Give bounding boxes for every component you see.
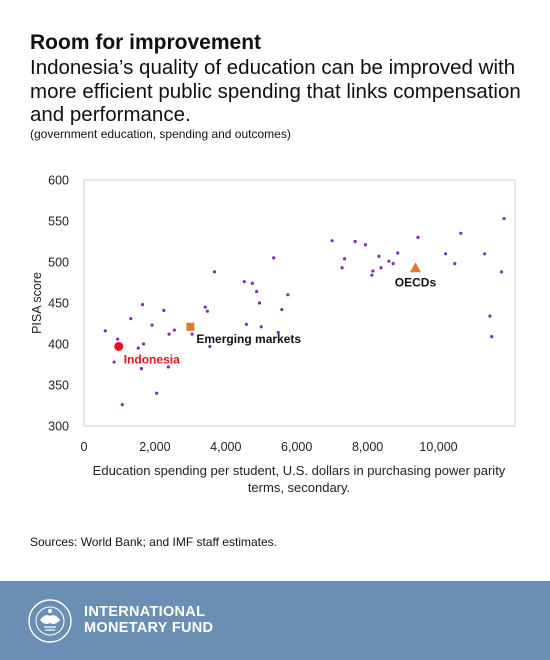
- data-point: [331, 239, 334, 242]
- data-point: [191, 333, 194, 336]
- data-point: [286, 293, 289, 296]
- y-tick-label: 600: [48, 173, 69, 188]
- highlight-points: [114, 262, 436, 366]
- oecd-label: OECDs: [394, 275, 437, 290]
- data-point: [258, 301, 261, 304]
- data-point: [162, 309, 165, 312]
- emerging-markets-point: [186, 323, 194, 331]
- data-point: [459, 232, 462, 235]
- data-point: [340, 266, 343, 269]
- data-point: [343, 257, 346, 260]
- y-tick-label: 300: [48, 419, 69, 434]
- data-point: [483, 252, 486, 255]
- x-tick-label: 4,000: [210, 440, 242, 454]
- data-point: [444, 252, 447, 255]
- data-point: [354, 240, 357, 243]
- data-point: [245, 323, 248, 326]
- y-tick-label: 500: [48, 255, 69, 270]
- y-tick-label: 450: [48, 296, 69, 311]
- data-point: [155, 392, 158, 395]
- data-point: [377, 255, 380, 258]
- y-tick-label: 550: [48, 214, 69, 229]
- imf-logo-line2: MONETARY FUND: [84, 620, 214, 636]
- data-point: [255, 290, 258, 293]
- data-point: [272, 256, 275, 259]
- data-point: [371, 269, 374, 272]
- y-axis-ticks: [48, 174, 69, 434]
- data-point: [488, 315, 491, 318]
- imf-seal-icon: [28, 599, 72, 643]
- indonesia-label: Indonesia: [123, 352, 180, 367]
- data-point: [213, 270, 216, 273]
- chart-title: Room for improvement: [30, 31, 262, 54]
- chart-note: (government education, spending and outcomes): [30, 127, 291, 141]
- x-axis-ticks: [81, 440, 458, 454]
- data-point: [453, 262, 456, 265]
- data-point: [280, 308, 283, 311]
- x-axis-label: Education spending per student, U.S. dollars in purchasing power parity terms, secondary.: [92, 463, 506, 495]
- oecd-point: [410, 262, 421, 272]
- data-point: [129, 317, 132, 320]
- data-point: [502, 217, 505, 220]
- imf-logo-text: [84, 604, 213, 636]
- data-point: [116, 337, 119, 340]
- chart-subtitle: Indonesia’s quality of education can be improved with more efficient public spending that links compensation and performance.: [30, 56, 521, 126]
- x-tick-label: 2,000: [139, 440, 171, 454]
- y-tick-label: 350: [48, 378, 69, 393]
- data-point: [150, 324, 153, 327]
- data-points: [104, 217, 506, 406]
- data-point: [141, 303, 144, 306]
- x-tick-label: 10,000: [419, 440, 458, 454]
- y-axis-label: PISA score: [30, 272, 44, 334]
- data-point: [490, 335, 493, 338]
- data-point: [137, 347, 140, 350]
- imf-footer: [0, 581, 550, 660]
- data-point: [370, 274, 373, 277]
- imf-logo-line1: INTERNATIONAL: [84, 604, 206, 620]
- data-point: [387, 260, 390, 263]
- data-point: [260, 325, 263, 328]
- x-tick-label: 0: [80, 440, 88, 454]
- data-point: [140, 367, 143, 370]
- data-point: [392, 262, 395, 265]
- data-point: [206, 310, 209, 313]
- data-point: [104, 329, 107, 332]
- data-point: [396, 251, 399, 254]
- y-tick-label: 400: [48, 337, 69, 352]
- x-tick-label: 8,000: [351, 440, 384, 454]
- data-point: [167, 333, 170, 336]
- source-note: Sources: World Bank; and IMF staff estimates.: [30, 535, 277, 549]
- data-point: [142, 342, 145, 345]
- data-point: [416, 236, 419, 239]
- x-tick-label: 6,000: [281, 440, 313, 454]
- data-point: [121, 403, 124, 406]
- plot-frame: [84, 180, 515, 426]
- indonesia-point: [114, 342, 123, 351]
- data-point: [243, 280, 246, 283]
- data-point: [251, 282, 254, 285]
- data-point: [500, 270, 503, 273]
- data-point: [173, 328, 176, 331]
- data-point: [204, 306, 207, 309]
- data-point: [113, 360, 116, 363]
- data-point: [379, 266, 382, 269]
- emerging-markets-label: Emerging markets: [196, 331, 302, 346]
- data-point: [364, 243, 367, 246]
